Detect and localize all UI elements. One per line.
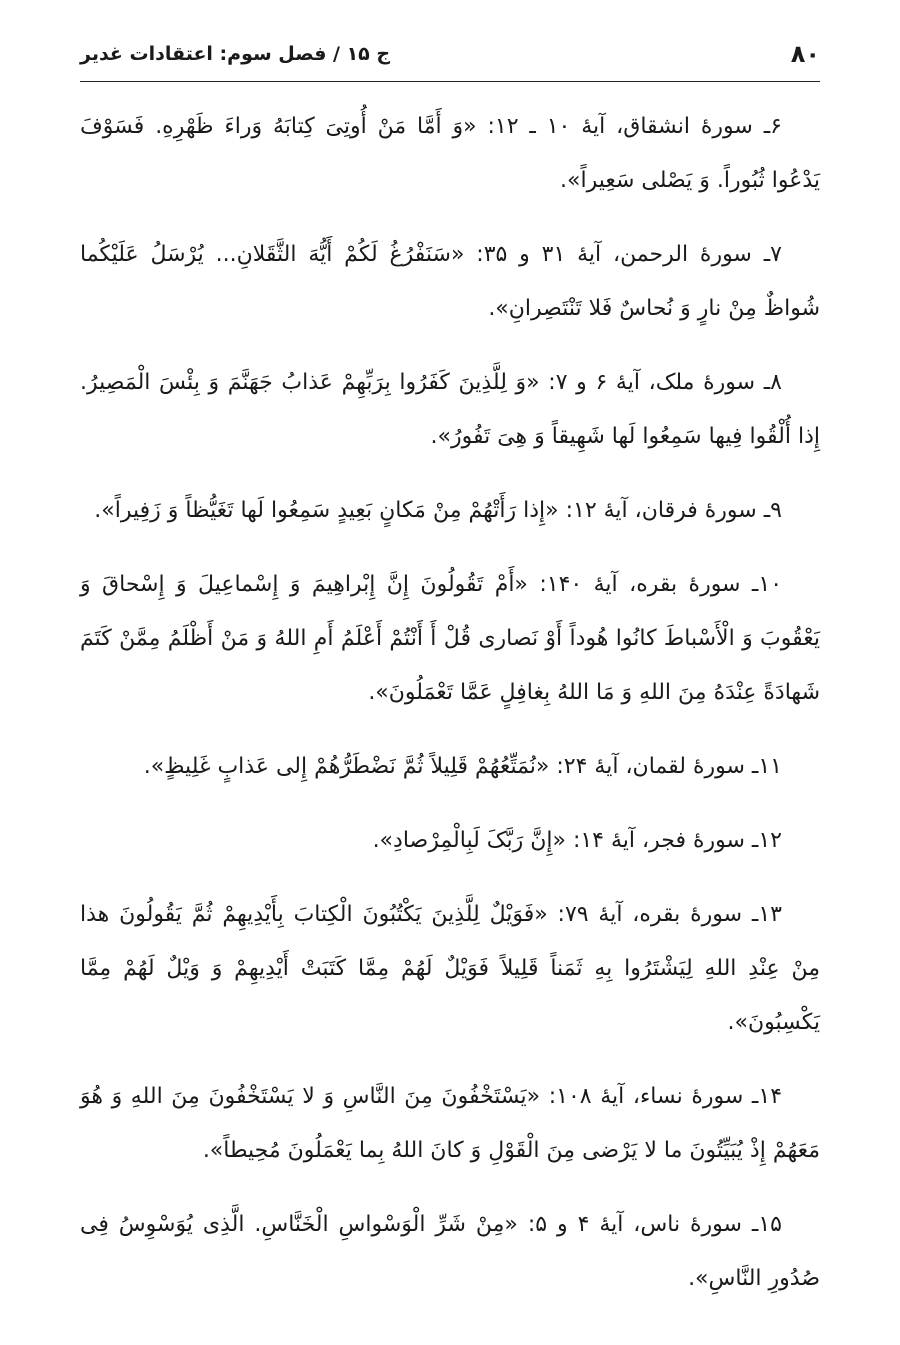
footnote-entry: ۱۵ـ سورهٔ ناس، آیهٔ ۴ و ۵: «مِنْ شَرِّ الْوَسْواسِ الْخَنَّاسِ. الَّذِی یُوَسْوِسُ فِی صُدُورِ النَّاسِ». xyxy=(80,1212,820,1291)
footnote-entry: ۷ـ سورهٔ الرحمن، آیهٔ ۳۱ و ۳۵: «سَنَفْرُغُ لَکُمْ أَیُّهَ الثَّقَلانِ... یُرْسَلُ عَلَیْکُما شُواظٌ مِنْ نارٍ وَ نُحاسٌ فَلا تَنْتَصِرانِ». xyxy=(80,242,820,321)
header-rule xyxy=(80,81,820,82)
page-number: ۸۰ xyxy=(790,40,820,68)
footnote-entry: ۱۰ـ سورهٔ بقره، آیهٔ ۱۴۰: «أَمْ تَقُولُونَ إِنَّ إِبْراهِیمَ وَ إِسْماعِیلَ وَ إِسْحاقَ وَ یَعْقُوبَ وَ الْأَسْباطَ کانُوا هُوداً أَوْ نَصاری قُلْ أَ أَنْتُمْ أَعْلَمُ أَمِ اللهُ وَ مَنْ أَظْلَمُ مِمَّنْ کَتَمَ شَهادَةً عِنْدَهُ مِنَ اللهِ وَ مَا اللهُ بِغافِلٍ عَمَّا تَعْمَلُونَ». xyxy=(80,572,820,705)
footnotes-list xyxy=(80,100,820,1326)
running-head: ج ۱۵ / فصل سوم: اعتقادات غدیر xyxy=(80,43,391,65)
footnote-entry: ۱۴ـ سورهٔ نساء، آیهٔ ۱۰۸: «یَسْتَخْفُونَ مِنَ النَّاسِ وَ لا یَسْتَخْفُونَ مِنَ اللهِ وَ هُوَ مَعَهُمْ إِذْ یُبَیِّتُونَ ما لا یَرْضی مِنَ الْقَوْلِ وَ کانَ اللهُ بِما یَعْمَلُونَ مُحِیطاً». xyxy=(80,1084,820,1163)
footnote-entry: ۶ـ سورهٔ انشقاق، آیهٔ ۱۰ ـ ۱۲: «وَ أَمَّا مَنْ أُوتِیَ کِتابَهُ وَراءَ ظَهْرِهِ. فَسَوْفَ یَدْعُوا ثُبُوراً. وَ یَصْلی سَعِیراً». xyxy=(80,114,820,193)
footnote-entry: ۱۱ـ سورهٔ لقمان، آیهٔ ۲۴: «نُمَتِّعُهُمْ قَلِیلاً ثُمَّ نَضْطَرُّهُمْ إِلی عَذابٍ غَلِیظٍ». xyxy=(143,754,782,779)
footnote-entry: ۸ـ سورهٔ ملک، آیهٔ ۶ و ۷: «وَ لِلَّذِینَ کَفَرُوا بِرَبِّهِمْ عَذابُ جَهَنَّمَ وَ بِئْسَ الْمَصِیرُ. إِذا أُلْقُوا فِیها سَمِعُوا لَها شَهِیقاً وَ هِیَ تَفُورُ». xyxy=(80,370,820,449)
footnote-entry: ۱۳ـ سورهٔ بقره، آیهٔ ۷۹: «فَوَیْلٌ لِلَّذِینَ یَکْتُبُونَ الْکِتابَ بِأَیْدِیهِمْ ثُمَّ یَقُولُونَ هذا مِنْ عِنْدِ اللهِ لِیَشْتَرُوا بِهِ ثَمَناً قَلِیلاً فَوَیْلٌ لَهُمْ مِمَّا کَتَبَتْ أَیْدِیهِمْ وَ وَیْلٌ لَهُمْ مِمَّا یَکْسِبُونَ». xyxy=(80,902,820,1035)
footnote-entry: ۹ـ سورهٔ فرقان، آیهٔ ۱۲: «إِذا رَأَتْهُمْ مِنْ مَکانٍ بَعِیدٍ سَمِعُوا لَها تَغَیُّظاً وَ زَفِیراً». xyxy=(94,498,782,523)
footnote-entry: ۱۲ـ سورهٔ فجر، آیهٔ ۱۴: «إِنَّ رَبَّکَ لَبِالْمِرْصادِ». xyxy=(372,828,782,853)
page-header xyxy=(80,34,820,74)
